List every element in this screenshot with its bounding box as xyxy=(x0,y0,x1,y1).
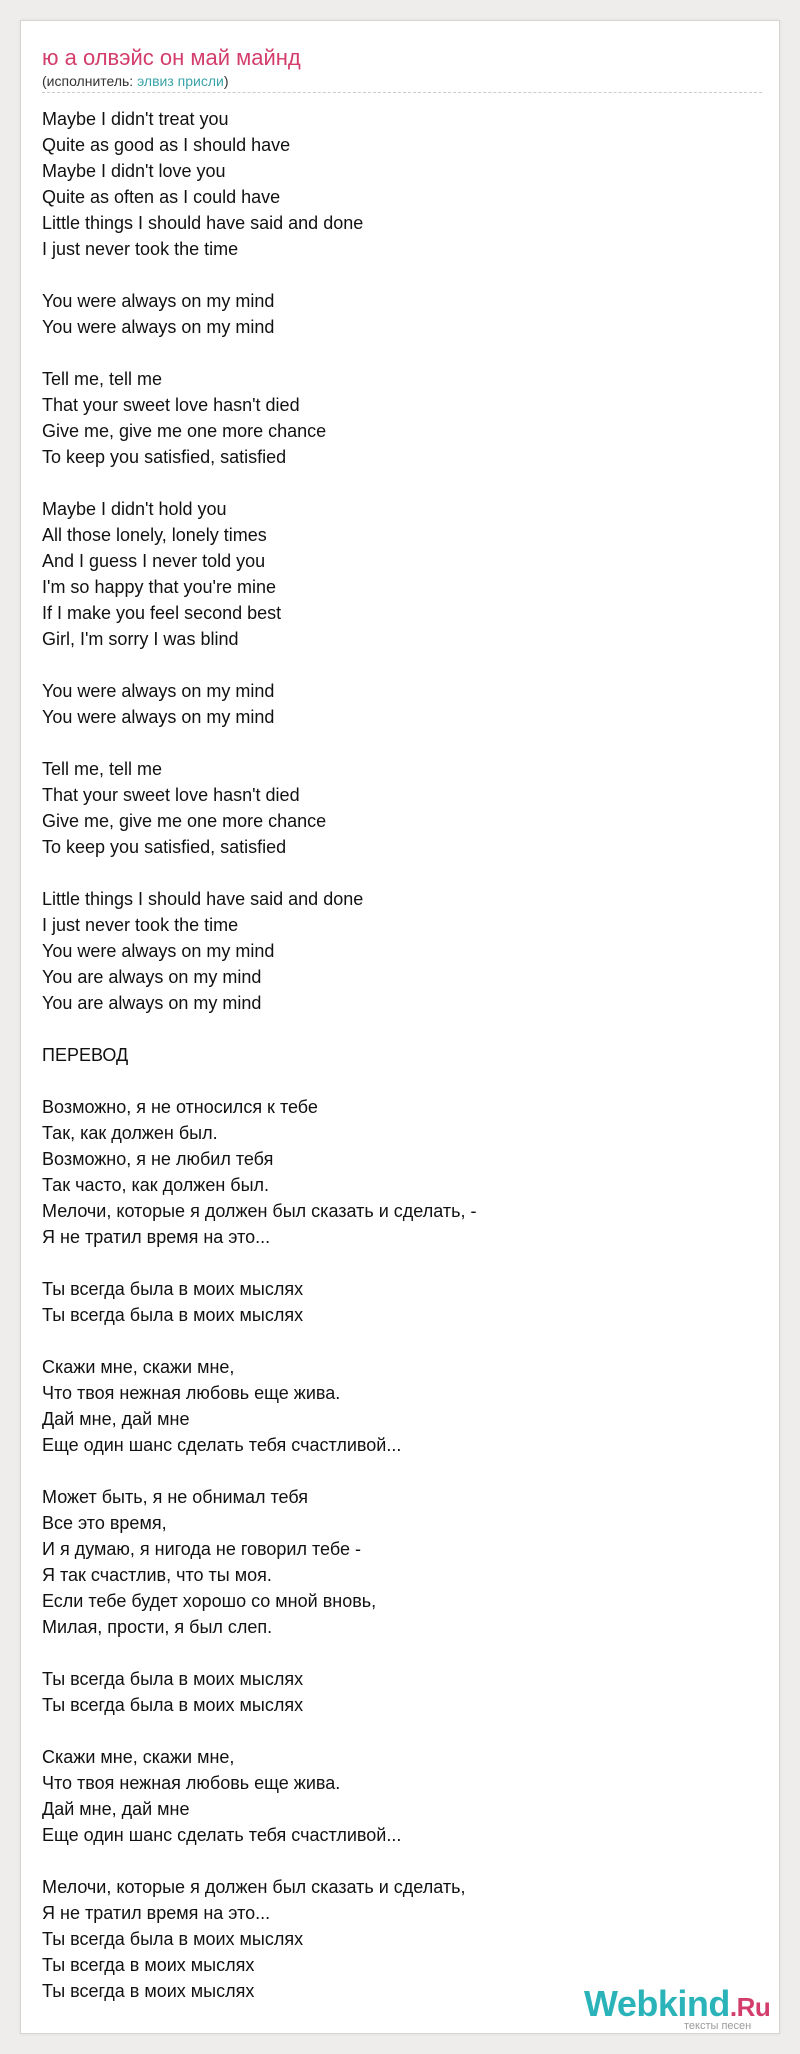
lyric-spacer xyxy=(42,652,762,678)
lyric-line: Все это время, xyxy=(42,1513,167,1533)
artist-link[interactable]: элвиз присли xyxy=(137,73,224,89)
lyric-line: Ты всегда была в моих мыслях xyxy=(42,1695,304,1715)
lyric-line: Ты всегда была в моих мыслях xyxy=(42,1279,304,1299)
lyric-line: Так, как должен был. xyxy=(42,1123,218,1143)
logo-word: Webkind xyxy=(584,1983,730,2024)
lyric-line: Дай мне, дай мне xyxy=(42,1409,190,1429)
lyric-spacer xyxy=(42,1250,762,1276)
lyric-line: Ты всегда была в моих мыслях xyxy=(42,1929,304,1949)
lyric-line: You are always on my mind xyxy=(42,993,262,1013)
logo-tagline: тексты песен xyxy=(684,2020,752,2032)
lyric-line: Tell me, tell me xyxy=(42,369,163,389)
lyric-line: Так часто, как должен был. xyxy=(42,1175,270,1195)
lyric-spacer xyxy=(42,1458,762,1484)
lyric-spacer xyxy=(42,1640,762,1666)
lyric-line: Я не тратил время на это... xyxy=(42,1903,271,1923)
lyric-line: Maybe I didn't treat you xyxy=(42,109,229,129)
lyric-line: Я не тратил время на это... xyxy=(42,1227,271,1247)
lyric-line: Little things I should have said and done xyxy=(42,889,364,909)
lyric-line: Tell me, tell me xyxy=(42,759,163,779)
lyric-line: You were always on my mind xyxy=(42,681,275,701)
title-divider xyxy=(42,92,762,93)
lyric-line: Дай мне, дай мне xyxy=(42,1799,190,1819)
lyric-spacer xyxy=(42,470,762,496)
lyric-line: Maybe I didn't hold you xyxy=(42,499,227,519)
lyric-line: I just never took the time xyxy=(42,915,239,935)
lyric-line: Give me, give me one more chance xyxy=(42,811,327,831)
lyric-line: Little things I should have said and done xyxy=(42,213,364,233)
lyric-line: Может быть, я не обнимал тебя xyxy=(42,1487,308,1507)
lyric-line: Ты всегда в моих мыслях xyxy=(42,1955,255,1975)
lyric-line: Maybe I didn't love you xyxy=(42,161,226,181)
lyric-spacer xyxy=(42,1016,762,1042)
lyric-line: Give me, give me one more chance xyxy=(42,421,327,441)
lyric-line: Возможно, я не любил тебя xyxy=(42,1149,274,1169)
lyric-spacer xyxy=(42,1328,762,1354)
lyric-line: Еще один шанс сделать тебя счастливой... xyxy=(42,1435,402,1455)
artist-line xyxy=(42,73,229,89)
lyric-line: You were always on my mind xyxy=(42,317,275,337)
lyrics-card xyxy=(20,20,780,2034)
lyric-line: ПЕРЕВОД xyxy=(42,1045,129,1065)
lyric-line: You are always on my mind xyxy=(42,967,262,987)
lyric-line: Возможно, я не относился к тебе xyxy=(42,1097,318,1117)
lyric-spacer xyxy=(42,340,762,366)
lyric-line: Если тебе будет хорошо со мной вновь, xyxy=(42,1591,377,1611)
lyric-line: I'm so happy that you're mine xyxy=(42,577,276,597)
lyric-spacer xyxy=(42,1718,762,1744)
artist-prefix: (исполнитель: xyxy=(42,73,138,89)
lyric-line: Что твоя нежная любовь еще жива. xyxy=(42,1383,341,1403)
lyric-line: Girl, I'm sorry I was blind xyxy=(42,629,239,649)
lyric-line: Еще один шанс сделать тебя счастливой... xyxy=(42,1825,402,1845)
lyric-line: That your sweet love hasn't died xyxy=(42,785,300,805)
lyric-spacer xyxy=(42,1068,762,1094)
webkind-logo[interactable] xyxy=(584,1983,771,2033)
lyric-line: All those lonely, lonely times xyxy=(42,525,267,545)
lyric-line: I just never took the time xyxy=(42,239,239,259)
lyric-line: Скажи мне, скажи мне, xyxy=(42,1357,235,1377)
lyric-line: Ты всегда была в моих мыслях xyxy=(42,1305,304,1325)
lyric-line: Скажи мне, скажи мне, xyxy=(42,1747,235,1767)
lyric-line: Ты всегда в моих мыслях xyxy=(42,1981,255,2001)
artist-suffix: ) xyxy=(223,73,229,89)
lyric-line: To keep you satisfied, satisfied xyxy=(42,837,287,857)
lyric-line: That your sweet love hasn't died xyxy=(42,395,300,415)
lyric-line: Quite as good as I should have xyxy=(42,135,291,155)
lyric-line: To keep you satisfied, satisfied xyxy=(42,447,287,467)
lyric-line: And I guess I never told you xyxy=(42,551,266,571)
lyric-spacer xyxy=(42,262,762,288)
lyric-spacer xyxy=(42,860,762,886)
lyric-line: Я так счастлив, что ты моя. xyxy=(42,1565,272,1585)
lyric-spacer xyxy=(42,1848,762,1874)
lyric-line: Quite as often as I could have xyxy=(42,187,281,207)
lyrics-text xyxy=(42,106,762,2004)
lyric-line: И я думаю, я нигода не говорил тебе - xyxy=(42,1539,361,1559)
logo-tld: .Ru xyxy=(729,1992,771,2022)
lyric-line: Мелочи, которые я должен был сказать и сделать, xyxy=(42,1877,466,1897)
lyric-line: You were always on my mind xyxy=(42,291,275,311)
lyric-line: Мелочи, которые я должен был сказать и сделать, - xyxy=(42,1201,477,1221)
song-title: ю а олвэйс он май майнд xyxy=(42,45,301,70)
lyric-spacer xyxy=(42,730,762,756)
lyric-line: Милая, прости, я был слеп. xyxy=(42,1617,273,1637)
lyric-line: Что твоя нежная любовь еще жива. xyxy=(42,1773,341,1793)
lyric-line: If I make you feel second best xyxy=(42,603,282,623)
lyric-line: You were always on my mind xyxy=(42,707,275,727)
lyric-line: Ты всегда была в моих мыслях xyxy=(42,1669,304,1689)
lyric-line: You were always on my mind xyxy=(42,941,275,961)
